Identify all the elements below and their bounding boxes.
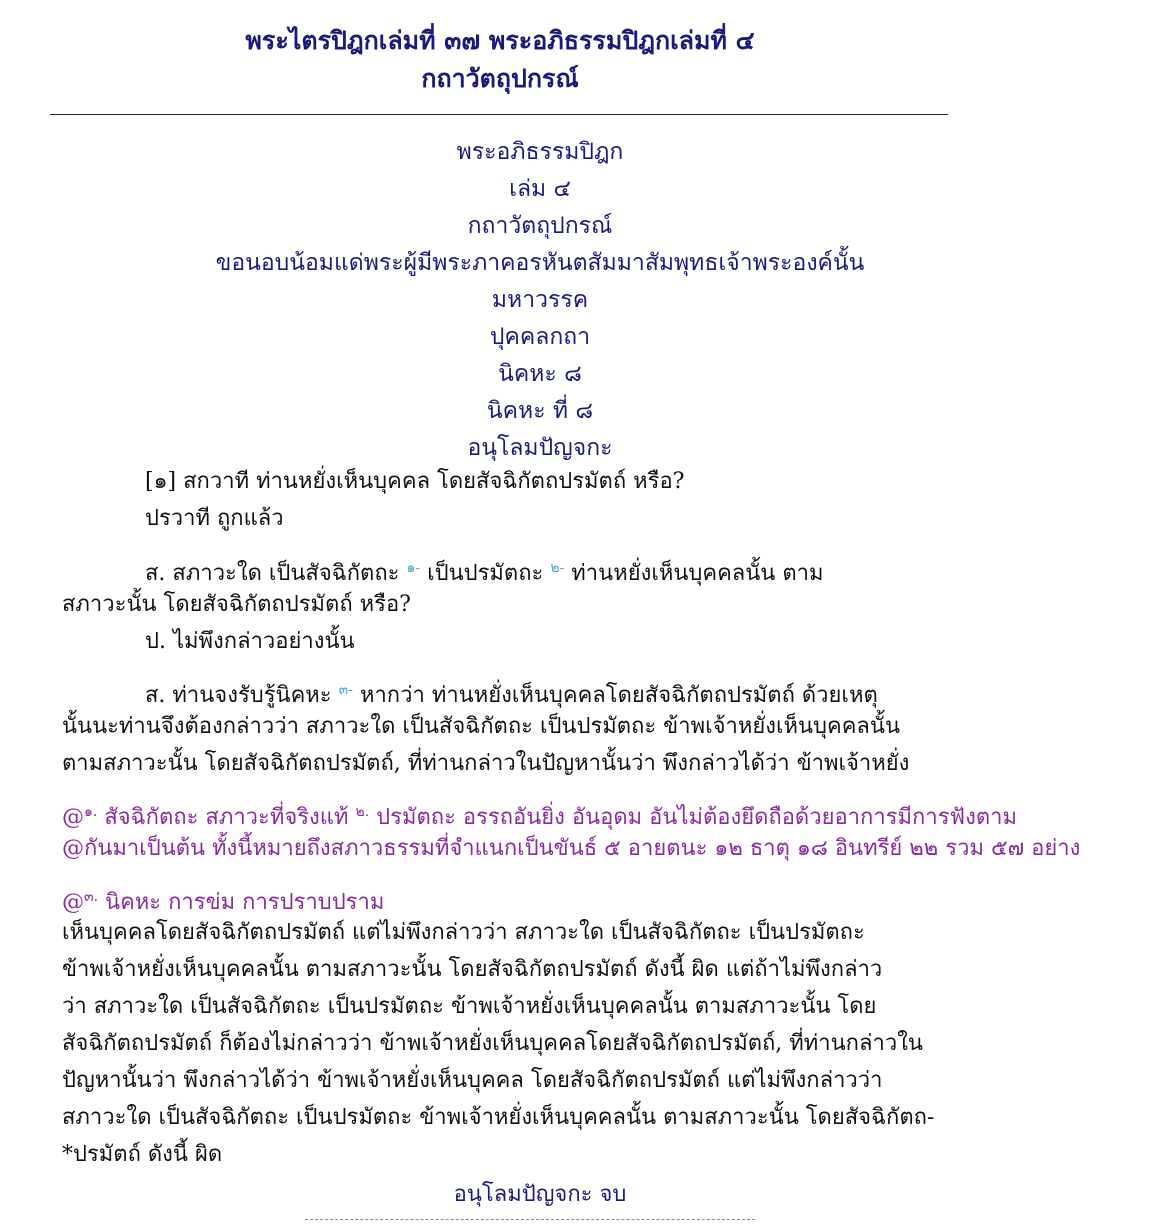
heading-niggaha-8: นิคหะ ที่ ๘ <box>486 398 594 424</box>
section-end-label: อนุโลมปัญจกะ จบ <box>453 1182 627 1207</box>
heading-pitaka: พระอภิธรรมปิฎก <box>456 139 624 165</box>
footnote-3 <box>62 882 384 918</box>
section-headings <box>50 134 1030 467</box>
paragraph-4: ป. ไม่พึงกล่าวอย่างนั้น <box>145 629 355 654</box>
p5-text-a: ส. ท่านจงรับรู้นิคหะ <box>145 683 332 708</box>
paragraph-6-line-6: สภาวะใด เป็นสัจฉิกัตถะ เป็นปรมัตถะ ข้าพเจ้าหยั่งเห็นบุคคลนั้น ตามสภาวะนั้น โดยสัจฉิกัตถ- <box>62 1105 935 1130</box>
paragraph-5-line-3: ตามสภาวะนั้น โดยสัจฉิกัตถปรมัตถ์, ที่ท่านกล่าวในปัญหานั้นว่า พึงกล่าวได้ว่า ข้าพเจ้าหยั่ง <box>62 751 910 776</box>
heading-niggaha: นิคหะ ๘ <box>498 361 582 387</box>
paragraph-3-line-2: สภาวะนั้น โดยสัจฉิกัตถปรมัตถ์ หรือ? <box>62 592 411 617</box>
note-prefix: @ <box>62 805 84 830</box>
p5-text-b: หากว่า ท่านหยั่งเห็นบุคคลโดยสัจฉิกัตถปรมัตถ์ ด้วยเหตุ <box>359 683 878 708</box>
heading-chapter: มหาวรรค <box>491 287 589 313</box>
heading-anuloma: อนุโลมปัญจกะ <box>467 435 613 461</box>
heading-section: ปุคคลกถา <box>489 324 591 350</box>
page-title <box>50 22 950 98</box>
footnote-continuation: @กันมาเป็นต้น ทั้งนี้หมายถึงสภาวธรรมที่จำแนกเป็นขันธ์ ๕ อายตนะ ๑๒ ธาตุ ๑๘ อินทรีย์ ๒๒ รวม ๕๗ อย่าง <box>62 836 1081 861</box>
paragraph-6-line-3: ว่า สภาวะใด เป็นสัจฉิกัตถะ เป็นปรมัตถะ ข้าพเจ้าหยั่งเห็นบุคคลนั้น ตามสภาวะนั้น โดย <box>62 994 877 1019</box>
footnote-ref-2[interactable]: ๒- <box>550 560 565 576</box>
heading-volume: เล่ม ๔ <box>509 176 571 202</box>
paragraph-2: ปรวาที ถูกแล้ว <box>145 506 284 531</box>
title-line-1: พระไตรปิฎกเล่มที่ ๓๗ พระอภิธรรมปิฎกเล่มที่ ๔ <box>245 26 755 55</box>
heading-book: กถาวัตถุปกรณ์ <box>467 213 613 239</box>
paragraph-6-line-2: ข้าพเจ้าหยั่งเห็นบุคคลนั้น ตามสภาวะนั้น โดยสัจฉิกัตถปรมัตถ์ ดังนี้ ผิด แต่ถ้าไม่พึงกล่าว <box>62 957 883 982</box>
paragraph-6-line-5: ปัญหานั้นว่า พึงกล่าวได้ว่า ข้าพเจ้าหยั่งเห็นบุคคล โดยสัจฉิกัตถปรมัตถ์ แต่ไม่พึงกล่าวว่า <box>62 1068 883 1093</box>
footer-divider <box>305 1219 755 1220</box>
note-text-2: ปรมัตถะ อรรถอันยิ่ง อันอุดม อันไม่ต้องยึดถือด้วยอาการมีการฟังตาม <box>376 805 1017 830</box>
heading-homage: ขอนอบน้อมแด่พระผู้มีพระภาคอรหันตสัมมาสัมพุทธเจ้าพระองค์นั้น <box>215 250 865 276</box>
footnote-ref-3[interactable]: ๓- <box>338 682 353 698</box>
note-text-1: สัจฉิกัตถะ สภาวะที่จริงแท้ <box>104 805 349 830</box>
title-line-2: กถาวัตถุปกรณ์ <box>421 64 579 93</box>
p3-text-c: ท่านหยั่งเห็นบุคคลนั้น ตาม <box>571 561 824 586</box>
note-mark-3: ๓. <box>84 889 99 905</box>
note-mark-2: ๒. <box>355 804 370 820</box>
paragraph-5-line-2: นั้นนะท่านจึงต้องกล่าวว่า สภาวะใด เป็นสัจฉิกัตถะ เป็นปรมัตถะ ข้าพเจ้าหยั่งเห็นบุคคลนั้น <box>62 714 900 739</box>
note-prefix-3: @ <box>62 890 84 915</box>
note-mark-1: ๑. <box>84 804 98 820</box>
note-text-3: นิคหะ การข่ม การปราบปราม <box>105 890 385 915</box>
paragraph-1: [๑] สกวาที ท่านหยั่งเห็นบุคคล โดยสัจฉิกัตถปรมัตถ์ หรือ? <box>145 469 685 494</box>
title-divider <box>50 114 948 115</box>
paragraph-5-line-1 <box>145 675 878 711</box>
footnote-ref-1[interactable]: ๑- <box>406 560 421 576</box>
paragraph-6-line-1: เห็นบุคคลโดยสัจฉิกัตถปรมัตถ์ แต่ไม่พึงกล่าวว่า สภาวะใด เป็นสัจฉิกัตถะ เป็นปรมัตถะ <box>62 920 865 945</box>
p3-text-b: เป็นปรมัตถะ <box>427 561 544 586</box>
paragraph-6-line-7: *ปรมัตถ์ ดังนี้ ผิด <box>62 1142 223 1167</box>
paragraph-6-line-4: สัจฉิกัตถปรมัตถ์ ก็ต้องไม่กล่าวว่า ข้าพเจ้าหยั่งเห็นบุคคลโดยสัจฉิกัตถปรมัตถ์, ที่ท่านกล่าวใน <box>62 1031 923 1056</box>
footnote-1-2 <box>62 797 1017 833</box>
p3-text-a: ส. สภาวะใด เป็นสัจฉิกัตถะ <box>145 561 400 586</box>
paragraph-3-line-1 <box>145 553 823 589</box>
